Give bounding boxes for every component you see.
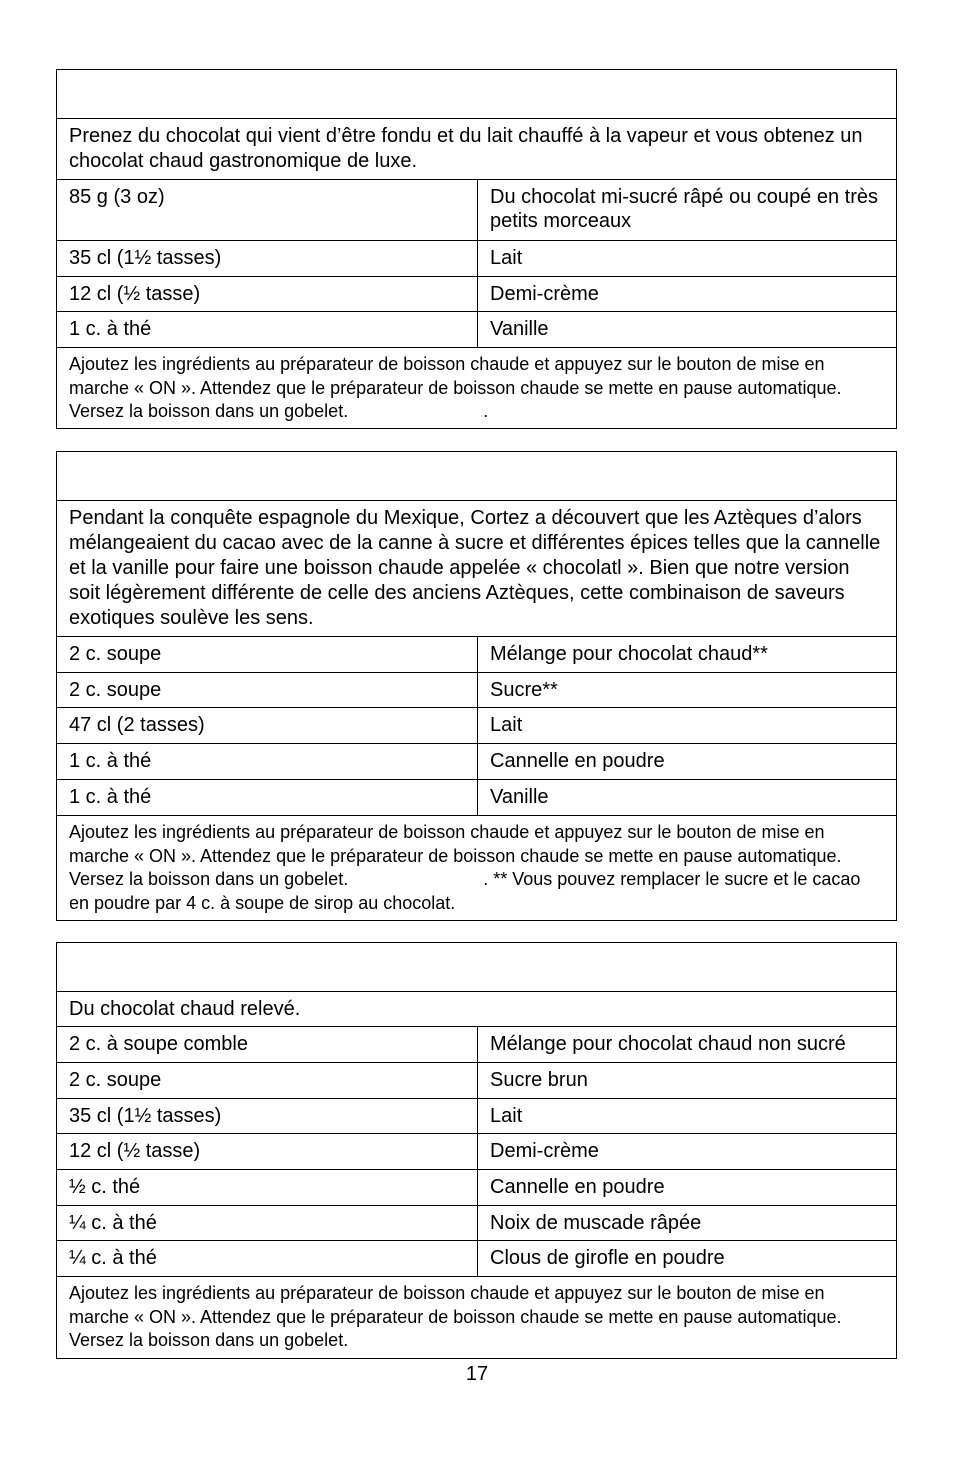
ingredient-row xyxy=(57,241,896,277)
ingredient-row xyxy=(57,312,896,348)
ingredient-quantity: 47 cl (2 tasses) xyxy=(57,708,478,743)
ingredient-name: Mélange pour chocolat chaud non sucré xyxy=(490,1033,846,1055)
ingredient-name: Noix de muscade râpée xyxy=(490,1212,702,1234)
ingredient-quantity: 35 cl (1½ tasses) xyxy=(57,1099,478,1133)
ingredient-quantity: 12 cl (½ tasse) xyxy=(57,277,478,311)
recipe-title xyxy=(57,943,896,992)
ingredient-row xyxy=(57,1099,896,1134)
ingredient-quantity: 85 g (3 oz) xyxy=(57,180,478,240)
ingredient-row xyxy=(57,1241,896,1277)
ingredient-row xyxy=(57,1206,896,1241)
ingredient-row xyxy=(57,708,896,744)
ingredient-row xyxy=(57,1027,896,1063)
ingredient-name: Demi-crème xyxy=(490,1140,599,1162)
ingredient-name: Mélange pour chocolat chaud** xyxy=(490,643,768,665)
ingredient-quantity: 1 c. à thé xyxy=(57,780,478,815)
ingredient-name: Cannelle en poudre xyxy=(490,750,665,772)
ingredient-quantity: 12 cl (½ tasse) xyxy=(57,1134,478,1169)
ingredient-name: Cannelle en poudre xyxy=(490,1176,665,1198)
ingredient-name: Du chocolat mi-sucré râpé ou coupé en très petits morceaux xyxy=(490,186,878,232)
ingredient-row xyxy=(57,673,896,708)
recipe-instructions: Ajoutez les ingrédients au préparateur de boisson chaude et appuyez sur le bouton de mise en marche « ON ». Attendez que le préparateur de boisson chaude se mette en pause automatique. Versez la boisson dans un gobelet. . xyxy=(69,354,847,421)
ingredient-row xyxy=(57,1170,896,1206)
ingredient-quantity: ¼ c. à thé xyxy=(57,1206,478,1240)
ingredient-quantity: 2 c. à soupe comble xyxy=(57,1027,478,1062)
ingredient-row xyxy=(57,1134,896,1170)
ingredient-name: Lait xyxy=(490,1105,523,1127)
ingredient-quantity: 2 c. soupe xyxy=(57,673,478,707)
recipe-instructions: Ajoutez les ingrédients au préparateur de boisson chaude et appuyez sur le bouton de mise en marche « ON ». Attendez que le préparateur de boisson chaude se mette en pause automatique. Versez la boisson dans un gobelet. xyxy=(69,1283,847,1350)
ingredient-quantity: 2 c. soupe xyxy=(57,637,478,672)
ingredient-row xyxy=(57,277,896,312)
ingredient-quantity: ¼ c. à thé xyxy=(57,1241,478,1276)
ingredient-row xyxy=(57,180,896,241)
recipe-card-2 xyxy=(56,451,897,921)
ingredient-row xyxy=(57,1063,896,1099)
ingredient-quantity: ½ c. thé xyxy=(57,1170,478,1205)
recipe-card-3 xyxy=(56,942,897,1359)
recipe-description: Du chocolat chaud relevé. xyxy=(57,992,896,1027)
recipe-card-1 xyxy=(56,69,897,429)
ingredient-name: Lait xyxy=(490,247,523,269)
ingredient-name: Lait xyxy=(490,714,523,736)
page-number: 17 xyxy=(465,1363,489,1385)
ingredient-name: Demi-crème xyxy=(490,283,599,305)
ingredient-name: Sucre brun xyxy=(490,1069,588,1091)
ingredient-quantity: 1 c. à thé xyxy=(57,744,478,779)
ingredient-quantity: 2 c. soupe xyxy=(57,1063,478,1098)
ingredient-quantity: 1 c. à thé xyxy=(57,312,478,347)
recipe-title xyxy=(57,70,896,119)
ingredient-name: Sucre** xyxy=(490,679,558,701)
recipe-description: Prenez du chocolat qui vient d’être fondu et du lait chauffé à la vapeur et vous obtenez un chocolat chaud gastronomique de luxe. xyxy=(57,119,896,180)
ingredient-row xyxy=(57,637,896,673)
ingredient-name: Vanille xyxy=(490,786,549,808)
ingredient-quantity: 35 cl (1½ tasses) xyxy=(57,241,478,276)
ingredient-name: Clous de girofle en poudre xyxy=(490,1247,725,1269)
ingredient-name: Vanille xyxy=(490,318,549,340)
recipe-title xyxy=(57,452,896,501)
recipe-description: Pendant la conquête espagnole du Mexique, Cortez a découvert que les Aztèques d’alors mélangeaient du cacao avec de la canne à sucre et différentes épices telles que la cannelle et la vanille pour faire une boisson chaude appelée « chocolatl ». Bien que notre version soit légèrement différente de celle des anciens Aztèques, cette combinaison de saveurs exotiques soulève les sens. xyxy=(57,501,896,637)
ingredient-row xyxy=(57,780,896,816)
ingredient-row xyxy=(57,744,896,780)
recipe-instructions: Ajoutez les ingrédients au préparateur de boisson chaude et appuyez sur le bouton de mise en marche « ON ». Attendez que le préparateur de boisson chaude se mette en pause automatique. Versez la boisson dans un gobelet. . ** Vous pouvez remplacer le sucre et le cacao en poudre par 4 c. à soupe de sirop au chocolat. xyxy=(69,822,866,913)
